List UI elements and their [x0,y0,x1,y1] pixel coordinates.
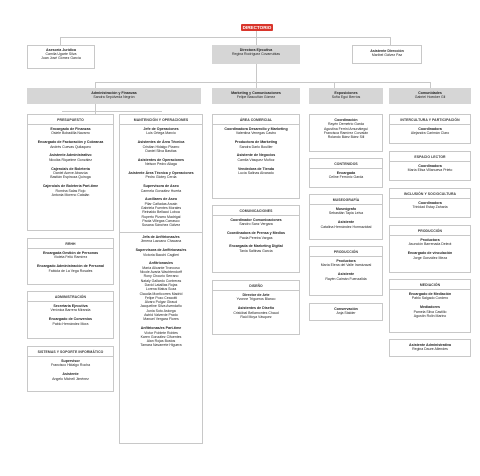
divider [390,198,470,199]
section-title: PRODUCCIÓN [333,249,359,254]
role-title: Conservación [334,307,358,311]
role-group [28,251,113,260]
section-title: ÁREA COMERCIAL [239,117,273,122]
person-name: Nelson Pedro Aliaga [145,162,177,167]
person-name: Victoria Bacchi Caglieri [143,252,179,257]
person-name: Catalina Hernández Hormazábal [320,224,372,229]
role-title: Cajero/a/s de Boletería [51,166,90,171]
person-name: Tamara Navarrete Higuera [140,343,182,348]
person-name: Sebastián Tapia Leiva [328,211,364,216]
coordinacion-box [309,114,383,152]
role-group [390,251,470,260]
box-title: Directora Ejecutiva [239,47,273,52]
person-name: Rayén Caimán Fuenzalida [325,276,367,281]
divider [28,301,113,302]
person-name: Maribel Gálvez Paz [371,52,403,57]
diseno-box [212,280,300,335]
role-title: Secretaria Ejecutiva [53,304,88,308]
dept-title: Marketing y Comunicaciones [231,90,281,95]
sistemas-box [27,346,114,392]
person-name: Regina Daure Allendes [412,347,448,352]
divider [310,256,382,257]
role-title: Encargado de Convenios [48,317,93,322]
divider [390,124,470,125]
role-group [213,167,299,176]
directorio-badge: DIRECTORIO [242,25,272,30]
divider [28,356,113,357]
person-name: María Alicante Troncoso [142,265,180,270]
role-title: Jefa de Anfitrionas/es [142,235,180,239]
produccion-comunidades-box [389,225,471,273]
role-title: Asistentes de Área Técnica [137,140,185,145]
area-comercial-box [212,114,300,199]
person-name: Karen González Cifuentes [140,334,182,339]
person-name: Valentina Venegas Castro [235,131,277,136]
dept-head-name: Gabriel Hoecker Gil [414,94,446,99]
presupuesto-box [27,114,114,231]
connector-line [95,82,430,83]
role-group [120,326,202,348]
role-title: Coordinadora Desarrollo y Marketing [224,127,288,131]
person-name: Daniel Aceve Abarzúa [53,171,88,176]
role-title: Asistentes de Diseño [237,306,275,311]
divider [310,204,382,205]
role-group [120,261,202,321]
role-group [28,359,113,368]
divider [28,124,113,125]
role-group [28,127,113,136]
mantencion-box [119,114,203,444]
person-name: Pablo Hernández Mora [52,321,89,326]
role-title: Supervisora de Aseo [143,184,179,189]
dept-exposiciones [309,88,383,104]
section-title: CONTENIDOS [334,161,358,166]
role-title: Asistente Administrativo [49,153,92,158]
person-name: Osiele Bobadilla Navarro [51,131,90,136]
section-title: SISTEMAS Y SOPORTE INFORMÁTICO [37,349,104,354]
role-title: Encargado Administración de Personal [37,264,104,269]
role-group [390,292,470,301]
role-group [213,293,299,302]
person-name: Junia Soto Astorga [146,308,176,313]
section-title: PRESUPUESTO [57,117,84,122]
person-name: Rony Chourio Serrano [143,274,179,279]
section-title: PRODUCCIÓN [417,228,443,233]
role-title: Jefe de Operaciones [143,127,179,131]
role-title: Encargado de Finanzas [50,127,91,131]
person-name: María Elena del Valle Irarrázaval [320,263,372,268]
asistente-administrativa-box [389,339,471,357]
person-name: Luis Ortega Marcio [146,131,176,136]
person-name: David Lataillas Rojas [144,283,178,287]
person-name: Jorge González Meza [412,255,448,260]
connector-line [256,64,257,88]
divider [213,215,299,216]
role-group [28,304,113,313]
person-name: Pablo Salgado Cordero [411,296,449,301]
person-name: Gabriela Fuentes Morales [140,206,182,211]
role-title: Productora [420,238,440,242]
person-name: Sandro Sanz Vergara [239,222,273,227]
role-title: Coordinador Comunicaciones [230,218,282,222]
inclusion-box [389,188,471,218]
person-name: Cristian Hidalgo Pizarro [142,144,180,149]
section-title: DISEÑO [249,283,263,288]
role-title: Asistente [337,220,355,225]
person-name: Cristóbal Bellamontes Chaud [233,310,279,315]
person-name: Bastián Espinoza Quiroga [50,175,91,180]
role-title: Asistente [337,272,355,277]
person-name: Rolando Báez Báez Sill [327,135,365,140]
section-title: MEDIACIÓN [419,282,441,287]
person-name: Camila Ugarte Silva [45,51,77,56]
role-group [213,153,299,162]
person-name: Alan Rojas Bustos [146,339,176,344]
person-name: Regina Rodríguez Covarrubias [231,51,281,56]
person-name: Paola Villegas Carrasco [142,218,180,223]
person-name: Pilar Cañadas Arcain [144,201,178,206]
connector-line [60,37,390,38]
role-title: Supervisora de Anfitrionas/es [135,248,187,253]
role-group [310,259,382,268]
intercultura-box [389,114,471,144]
directora-ejecutiva-box [212,45,300,64]
role-group [390,238,470,247]
role-title: Encargado de Mediación [408,292,452,296]
comunicaciones-box [212,205,300,273]
dept-title: Exposiciones [334,90,358,95]
role-title: Vendedora de Tienda [237,166,275,171]
connector-line [95,104,96,114]
role-title: Asistente de Negocios [236,153,276,158]
role-title: Encargado de vinculación [407,251,453,256]
role-group [120,184,202,193]
person-name: Camila Vásquez Muñoz [237,157,275,162]
box-title: Asesoría Jurídica [46,47,76,52]
person-name: Susana Sánchez Gálvez [141,223,181,228]
person-name: Agustina Ferrini Amunátegui [324,126,368,131]
administracion-box [27,291,114,339]
person-name: Nataly Gallardo Contreras [140,278,182,283]
section-title: INCLUSIÓN Y SOCIOCULTURA [403,191,457,196]
role-group [310,272,382,281]
section-title: INTERCULTURA Y PARTICIPACIÓN [400,117,460,122]
asistente-direccion-box [352,45,422,64]
divider [310,168,382,169]
person-name: Francisca Ramírez Corvalán [323,131,369,135]
contenidos-box [309,158,383,188]
connector-line [60,37,61,45]
person-name: Nicole Avaria Wachtendorff [140,270,182,275]
section-title: MUSEOGRAFÍA [332,197,360,202]
role-group [120,235,202,244]
person-name: Tania Saltinas García [239,248,273,253]
divider [390,161,470,162]
person-name: Daniel Silva Bastías [145,148,177,153]
role-title: Asistente Área Técnica y Operaciones [128,170,194,175]
section-title: RRHH [65,241,76,246]
person-name: Carmela González Huerta [140,188,182,193]
role-group [120,248,202,257]
section-title: ESPACIO LECTOR [414,154,446,159]
person-name: Reinaldo Bellacci Loboa [142,210,180,215]
connector-line [390,37,391,45]
role-group [28,153,113,162]
section-title: MANTENCIÓN Y OPERACIONES [133,117,189,122]
person-name: Romina Salas Rojo [55,188,86,193]
role-group [390,201,470,210]
role-group [28,167,113,180]
role-group [120,140,202,153]
person-name: Angelo Michell Jiménez [52,376,89,381]
person-name: Claudia Monticorres Madrid [139,291,183,296]
person-name: Trinidad Estay Zaharia [412,205,448,210]
role-title: Mediadores [420,305,440,310]
person-name: Jimena Lazcano Chacana [140,239,182,244]
role-group [120,158,202,167]
role-group [310,220,382,229]
role-title: Asistentes de Operaciones [137,157,185,162]
person-name: Manuel Vergara Flores [143,317,179,322]
role-group [213,140,299,149]
person-name: Yvonne Trigueros Blanco [236,297,276,302]
person-name: Violeta Feliú Ramírez [53,255,88,260]
person-name: Víctor Poblete Robles [144,330,178,335]
role-title: Encargado de Facturación y Cobranza [37,140,104,145]
role-group [120,127,202,136]
dept-head-name: Felipe Bascuñán Gómez [236,94,276,99]
person-name: Pamela Silva Castillo [413,309,447,314]
dept-head-name: Sandra Sepúlveda Negrón [93,94,135,99]
role-group [213,127,299,136]
connector-line [256,31,257,46]
role-group [213,231,299,240]
role-title: Supervisor [61,359,80,363]
role-group [390,305,470,318]
role-group [213,244,299,253]
role-group [120,171,202,180]
role-title: Coordinadora [418,127,442,131]
role-title: Cajero/a/s de Boletería Part-time [42,184,99,189]
role-title: Encargada Gestión de Personas [42,251,99,255]
role-group [390,164,470,173]
person-name: Rayén Demetrio Garda [328,122,364,127]
person-name: Juan José Gómez García [41,56,81,61]
role-title: Encargada de Marketing Digital [229,244,283,249]
divider [120,124,202,125]
person-name: Anja Stalder [336,311,356,316]
person-name: Álvaro Pulgar Giraud [144,300,178,305]
mediacion-box [389,279,471,333]
box-title: Asistente Dirección [370,48,404,53]
produccion-expo-box [309,246,383,296]
espacio-lector-box [389,151,471,181]
role-title: Director de Arte [242,293,270,297]
person-name: Celine Ferrónic Garda [328,175,364,180]
role-title: Asistente [62,372,79,377]
role-group [120,197,202,227]
person-name: Raúl Moya Vásquez [240,314,272,319]
divider [390,235,470,236]
role-group [28,264,113,273]
person-name: Nicolás Riquelme González [49,157,92,162]
dept-head-name: Sofía Eguí Berríos [331,94,361,99]
role-group [310,207,382,216]
role-title: Auxiliares de Aseo [144,197,178,202]
dept-admin-finanzas [27,88,201,104]
museografia-box [309,194,383,240]
dept-marketing [212,88,300,104]
divider [213,290,299,291]
person-name: María Elisa Villanueva Prieto [407,168,453,173]
dept-title: Administración y Finanzas [91,90,137,95]
person-name: Francisco Hidalgo Rocha [50,363,91,368]
role-group [213,218,299,227]
role-title: Anfitrionas/es Part-time [140,326,182,331]
divider [213,124,299,125]
section-title: COMUNICACIONES [239,208,273,213]
role-title: Encargada [336,171,356,175]
person-name: Verónica Barrera Miranda [50,308,91,313]
role-title: Asistente Administrativa [408,343,451,347]
person-name: Astrid Valverde Prado [144,313,178,318]
role-title: Anfitrionas/es [149,261,173,266]
role-group [390,127,470,136]
role-group [213,306,299,319]
person-name: Jacqueline Silva Avendaño [140,304,182,309]
person-name: Pedro Glotey Cerda [145,175,177,180]
role-group [28,184,113,197]
divider [28,248,113,249]
role-group [28,140,113,149]
rrhh-box [27,238,114,285]
role-group [28,317,113,326]
person-name: Felipe Pozo Ceacotti [144,295,178,300]
dept-title: Comunidades [418,90,442,95]
role-title: Productora de Marketing [234,140,278,145]
person-name: Antonia Moreno Catalán [51,192,90,197]
asesoria-juridica-box [27,45,95,69]
role-group [310,171,382,180]
role-title: Coordinadora [418,201,442,205]
role-group [28,372,113,381]
person-name: Lucía Salinas Alvarado [238,171,274,176]
person-name: Sandra Darlo Bouiller [239,144,273,149]
dept-comunidades [389,88,471,104]
role-title: Productora [336,259,356,263]
person-name: Ruperto Pizarro Madrigal [141,214,181,219]
section-title: ADMINISTRACIÓN [54,294,87,299]
connector-line [62,111,162,112]
person-name: Alejandra Carimán Claro [410,131,450,136]
role-title: Coordinación [334,118,358,122]
person-name: Agustín Rolin Marino [413,313,447,318]
person-name: Andrés Cuevas Quilaqueo [50,144,91,149]
role-title: Coordinadora de Prensa y Medios [226,231,286,236]
person-name: Paola Pereira Vargas [239,235,273,240]
role-title: Museógrafo [335,207,357,211]
person-name: Lorena Matus Soza [145,287,177,292]
divider [120,232,202,233]
person-name: Asunción Barrenada Deleot [408,242,452,247]
conservacion-box [309,303,383,321]
role-title: Coordinadora [418,164,442,168]
person-name: Fabiola de La Vega Rosales [48,268,93,273]
divider [390,289,470,290]
